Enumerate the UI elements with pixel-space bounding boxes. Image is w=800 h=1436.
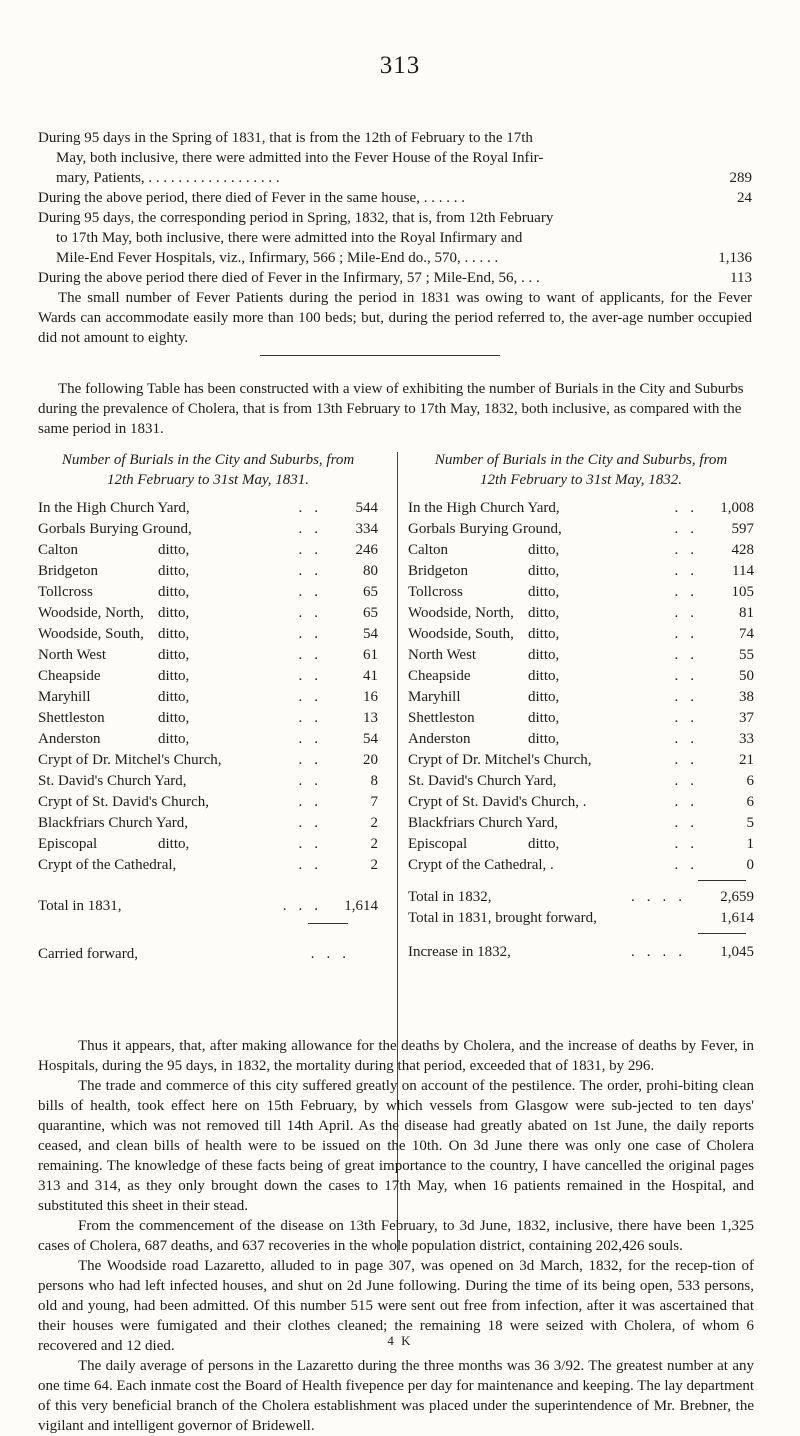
place-name: Woodside, North, xyxy=(38,605,144,621)
burial-count: 65 xyxy=(363,605,378,621)
burial-count: 6 xyxy=(746,773,754,789)
place-name: Anderston xyxy=(408,731,471,747)
burial-count: 20 xyxy=(363,752,378,768)
place-name: North West xyxy=(408,647,477,663)
burial-count: 2 xyxy=(370,836,378,852)
table-row: Gorbals Burying Ground, .. 597 xyxy=(408,519,754,540)
table-row: St. David's Church Yard, .. 6 xyxy=(408,771,754,792)
place-name: Crypt of Dr. Mitchel's Church, xyxy=(38,752,222,768)
ditto-mark: ditto, xyxy=(528,542,560,558)
table-row: Shettleston ditto, .. 13 xyxy=(38,708,378,729)
place-name: Anderston xyxy=(38,731,101,747)
place-name: Woodside, South, xyxy=(408,626,514,642)
place-name: Episcopal xyxy=(408,836,468,852)
paragraph-lazaretto: The Woodside road Lazaretto, alluded to in page 307, was opened on 3d March, 1832, for the recep-tion of persons who had left infected houses, and shut on 2d June following. During the time of its being open, 533 persons, old and young, had been admitted. Of this number 515 were sent out free from infection, after it was ascertained that their houses were fumigated and their clothes cleaned; the remaining 18 were seized with Cholera, of whom 6 recovered and 12 died. xyxy=(38,1258,754,1354)
place-name: Bridgeton xyxy=(408,563,468,579)
burial-count: 2 xyxy=(370,857,378,873)
burial-count: 334 xyxy=(355,521,378,537)
table-row: Bridgeton ditto, .. 80 xyxy=(38,561,378,582)
paragraph-cases: From the commencement of the disease on 13th February, to 3d June, 1832, inclusive, there have been 1,325 cases of Cholera, 687 deaths, and 637 recoveries in the whole population district, containing 202,426 souls. xyxy=(38,1218,754,1254)
table-row: In the High Church Yard, .. 544 xyxy=(38,498,378,519)
place-name: Episcopal xyxy=(38,836,98,852)
place-name: Maryhill xyxy=(38,689,91,705)
brought-forward-row: Total in 1831, brought forward, 1,614 xyxy=(408,910,754,926)
ditto-mark: ditto, xyxy=(158,626,190,642)
place-name: Tollcross xyxy=(38,584,93,600)
ditto-mark: ditto, xyxy=(528,710,560,726)
ditto-mark: ditto, xyxy=(158,836,190,852)
table-row: Woodside, South, ditto, .. 54 xyxy=(38,624,378,645)
table-row: Tollcross ditto, .. 65 xyxy=(38,582,378,603)
place-name: Crypt of the Cathedral, . xyxy=(408,857,554,873)
ditto-mark: ditto, xyxy=(528,626,560,642)
small-number-note: The small number of Fever Patients during the period in 1831 was owing to want of applicants, for the Fever Wards can accommodate easily more than 100 beds; but, during the period referred to, the aver-age number occupied did not amount to eighty. xyxy=(38,290,752,346)
paragraph-daily-average: The daily average of persons in the Lazaretto during the three months was 36 3/92. The greatest number at any one time 64. Each inmate cost the Board of Health fivepence per day for maintenance and keeping. The lay department of this very beneficial branch of the Cholera establishment was placed under the superintendence of Mr. Brebner, the vigilant and intelligent governor of Bridewell. xyxy=(38,1358,754,1434)
table-row: Maryhill ditto, .. 16 xyxy=(38,687,378,708)
ditto-mark: ditto, xyxy=(528,584,560,600)
place-name: Crypt of the Cathedral, xyxy=(38,857,177,873)
table-rows-1832 xyxy=(408,498,754,876)
table-row: Anderston ditto, .. 33 xyxy=(408,729,754,750)
table-row: North West ditto, .. 55 xyxy=(408,645,754,666)
place-name: Maryhill xyxy=(408,689,461,705)
burial-count: 1 xyxy=(746,836,754,852)
place-name: Cheapside xyxy=(38,668,101,684)
burial-count: 114 xyxy=(732,563,754,579)
ditto-mark: ditto, xyxy=(528,563,560,579)
ditto-mark: ditto, xyxy=(528,731,560,747)
place-name: Tollcross xyxy=(408,584,463,600)
burial-count: 0 xyxy=(746,857,754,873)
burial-count: 81 xyxy=(739,605,754,621)
table-heading-1832: Number of Burials in the City and Suburbs, from 12th February to 31st May, 1832. xyxy=(434,452,728,488)
table-row: In the High Church Yard, .. 1,008 xyxy=(408,498,754,519)
ditto-mark: ditto, xyxy=(158,605,190,621)
increase-row: Increase in 1832, .... 1,045 xyxy=(408,944,754,960)
ditto-mark: ditto, xyxy=(158,668,190,684)
table-row: Crypt of the Cathedral, . .. 0 xyxy=(408,855,754,876)
burial-count: 6 xyxy=(746,794,754,810)
burial-count: 544 xyxy=(355,500,378,516)
place-name: In the High Church Yard, xyxy=(38,500,190,516)
table-row: Crypt of St. David's Church, .. 7 xyxy=(38,792,378,813)
table-row: Anderston ditto, .. 54 xyxy=(38,729,378,750)
ditto-mark: ditto, xyxy=(158,647,190,663)
burial-count: 597 xyxy=(731,521,754,537)
place-name: Crypt of St. David's Church, . xyxy=(408,794,587,810)
burial-count: 246 xyxy=(355,542,378,558)
place-name: Blackfriars Church Yard, xyxy=(408,815,558,831)
total-1831-row: Total in 1831, ... 1,614 xyxy=(38,898,378,914)
burial-count: 105 xyxy=(731,584,754,600)
table-heading-1831: Number of Burials in the City and Suburbs, from 12th February to 31st May, 1831. xyxy=(61,452,355,488)
ditto-mark: ditto, xyxy=(528,689,560,705)
total-1832-row: Total in 1832, .... 2,659 xyxy=(408,889,754,905)
table-row: Gorbals Burying Ground, .. 334 xyxy=(38,519,378,540)
value-1136: 1,136 xyxy=(718,250,752,266)
place-name: Crypt of St. David's Church, xyxy=(38,794,210,810)
entry-1831-admitted: During 95 days in the Spring of 1831, that is from the 12th of February to the 17th May, both inclusive, there were admitted into the Fever House of the Royal Infir- mary, Patients, . . . . . . . . . . . . . . . . . . 289 xyxy=(38,130,752,186)
table-row: Woodside, North, ditto, .. 65 xyxy=(38,603,378,624)
paragraph-trade: The trade and commerce of this city suffered greatly on account of the pestilence. The order, prohi-biting clean bills of health, took effect here on 15th February, by which vessels from Glasgow were sub-jected to ten days' quarantine, which was not removed till 14th April. As the disease had greatly abated on 1st June, the daily reports ceased, and clean bills of health were to be issued on the 10th. On 3d June there was only one case of Cholera remaining. The knowledge of these facts being of great importance to the country, I have cancelled the original pages 313 and 314, as they only brought down the cases to 17th May, when 16 patients remained in the Hospital, and substituted this sheet in their stead. xyxy=(38,1078,754,1214)
place-name: Woodside, South, xyxy=(38,626,144,642)
fever-statistics xyxy=(38,128,752,348)
burial-count: 1,008 xyxy=(720,500,754,516)
burial-count: 16 xyxy=(363,689,378,705)
ditto-mark: ditto, xyxy=(528,647,560,663)
place-name: Blackfriars Church Yard, xyxy=(38,815,188,831)
place-name: St. David's Church Yard, xyxy=(408,773,557,789)
value-289: 289 xyxy=(729,170,752,186)
burial-count: 21 xyxy=(739,752,754,768)
place-name: Cheapside xyxy=(408,668,471,684)
table-row: Woodside, South, ditto, .. 74 xyxy=(408,624,754,645)
ditto-mark: ditto, xyxy=(158,542,190,558)
table-row: Woodside, North, ditto, .. 81 xyxy=(408,603,754,624)
entry-1831-died: During the above period, there died of Fever in the same house, . . . . . . 24 xyxy=(38,190,752,206)
table-row: Bridgeton ditto, .. 114 xyxy=(408,561,754,582)
burial-count: 5 xyxy=(746,815,754,831)
burial-count: 41 xyxy=(363,668,378,684)
page-number: 313 xyxy=(379,52,421,79)
table-row: Crypt of Dr. Mitchel's Church, .. 20 xyxy=(38,750,378,771)
table-row: St. David's Church Yard, .. 8 xyxy=(38,771,378,792)
place-name: North West xyxy=(38,647,107,663)
burial-count: 13 xyxy=(363,710,378,726)
ditto-mark: ditto, xyxy=(158,731,190,747)
table-row: Episcopal ditto, .. 2 xyxy=(38,834,378,855)
place-name: Shettleston xyxy=(408,710,475,726)
table-row: Tollcross ditto, .. 105 xyxy=(408,582,754,603)
body-text xyxy=(38,1036,754,1436)
table-row: Calton ditto, .. 246 xyxy=(38,540,378,561)
place-name: In the High Church Yard, xyxy=(408,500,560,516)
table-row: Maryhill ditto, .. 38 xyxy=(408,687,754,708)
table-row: Shettleston ditto, .. 37 xyxy=(408,708,754,729)
burial-count: 54 xyxy=(363,626,378,642)
carried-forward-row: Carried forward, ... xyxy=(38,946,358,962)
place-name: Gorbals Burying Ground, xyxy=(408,521,562,537)
table-intro: The following Table has been constructed with a view of exhibiting the number of Burials in the City and Suburbs during the prevalence of Cholera, that is from 13th February to 17th May, 1832, both inclusive, as compared with the same period in 1831. xyxy=(38,381,744,437)
table-row: Episcopal ditto, .. 1 xyxy=(408,834,754,855)
burial-count: 8 xyxy=(370,773,378,789)
burial-count: 80 xyxy=(363,563,378,579)
ditto-mark: ditto, xyxy=(528,836,560,852)
ditto-mark: ditto, xyxy=(158,710,190,726)
burial-count: 37 xyxy=(739,710,754,726)
table-row: Blackfriars Church Yard, .. 2 xyxy=(38,813,378,834)
table-row: Cheapside ditto, .. 41 xyxy=(38,666,378,687)
table-row: Crypt of Dr. Mitchel's Church, .. 21 xyxy=(408,750,754,771)
place-name: Bridgeton xyxy=(38,563,98,579)
entry-1832-died: During the above period there died of Fever in the Infirmary, 57 ; Mile-End, 56, . . . 113 xyxy=(38,270,752,286)
section-divider xyxy=(260,355,500,356)
burial-count: 38 xyxy=(739,689,754,705)
burial-count: 2 xyxy=(370,815,378,831)
burials-1832-table xyxy=(408,450,754,963)
place-name: Woodside, North, xyxy=(408,605,514,621)
place-name: Shettleston xyxy=(38,710,105,726)
burial-count: 50 xyxy=(739,668,754,684)
place-name: St. David's Church Yard, xyxy=(38,773,187,789)
table-row: Crypt of St. David's Church, . .. 6 xyxy=(408,792,754,813)
burial-count: 33 xyxy=(739,731,754,747)
place-name: Gorbals Burying Ground, xyxy=(38,521,192,537)
ditto-mark: ditto, xyxy=(158,689,190,705)
table-rows-1831 xyxy=(38,498,378,876)
burial-count: 55 xyxy=(739,647,754,663)
burials-1831-table xyxy=(38,450,378,965)
place-name: Calton xyxy=(408,542,448,558)
paragraph-mortality: Thus it appears, that, after making allowance for the deaths by Cholera, and the increase of deaths by Fever, in Hospitals, during the 95 days, in 1832, the mortality during that period, exceeded that of 1831, by 296. xyxy=(38,1038,754,1074)
table-row: Crypt of the Cathedral, .. 2 xyxy=(38,855,378,876)
place-name: Crypt of Dr. Mitchel's Church, xyxy=(408,752,592,768)
ditto-mark: ditto, xyxy=(528,605,560,621)
burial-count: 7 xyxy=(370,794,378,810)
place-name: Calton xyxy=(38,542,78,558)
table-row: Blackfriars Church Yard, .. 5 xyxy=(408,813,754,834)
ditto-mark: ditto, xyxy=(528,668,560,684)
burial-count: 54 xyxy=(363,731,378,747)
ditto-mark: ditto, xyxy=(158,563,190,579)
signature-mark: 4 K xyxy=(387,1333,413,1348)
ditto-mark: ditto, xyxy=(158,584,190,600)
table-row: Cheapside ditto, .. 50 xyxy=(408,666,754,687)
entry-1832-admitted: During 95 days, the corresponding period in Spring, 1832, that is, from 12th February to 17th May, both inclusive, there were admitted into the Royal Infirmary and Mile-End Fever Hospitals, viz., Infirmary, 566 ; Mile-End do., 570, . . . . . 1,136 xyxy=(38,210,752,266)
table-row: North West ditto, .. 61 xyxy=(38,645,378,666)
burial-count: 74 xyxy=(739,626,754,642)
burial-count: 428 xyxy=(731,542,754,558)
burial-count: 65 xyxy=(363,584,378,600)
table-row: Calton ditto, .. 428 xyxy=(408,540,754,561)
value-113: 113 xyxy=(730,270,752,286)
value-24: 24 xyxy=(737,190,752,206)
burial-count: 61 xyxy=(363,647,378,663)
